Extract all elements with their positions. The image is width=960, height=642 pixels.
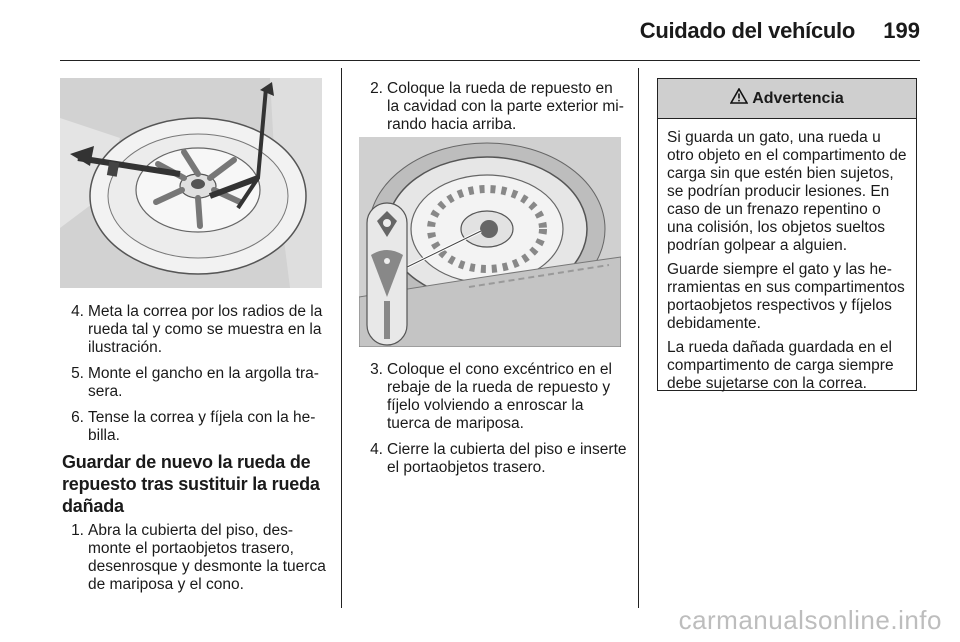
section-heading: Guardar de nuevo la rueda de repuesto tras sustituir la rueda dañada bbox=[62, 452, 320, 516]
warning-paragraph: La rueda dañada guardada en el compartimento de carga siempre debe sujetarse con la correa. bbox=[667, 339, 894, 392]
watermark: carmanualsonline.info bbox=[678, 605, 942, 635]
list-item: 6. Tense la correa y fíjela con la hebilla. bbox=[71, 409, 316, 444]
spare-wheel-cavity-illustration bbox=[359, 137, 621, 347]
page-title: Cuidado del vehículo bbox=[639, 18, 855, 43]
warning-box bbox=[657, 78, 917, 391]
warning-triangle-icon bbox=[730, 88, 748, 109]
list-item: 3. Coloque el cono excéntrico en el rebaje de la rueda de repuesto y fíjelo volviendo a enroscar la tuerca de mariposa. bbox=[370, 361, 612, 432]
list-item: 5. Monte el gancho en la argolla trasera. bbox=[71, 365, 319, 400]
warning-title: Advertencia bbox=[752, 89, 844, 107]
spare-wheel-strap-illustration bbox=[60, 78, 322, 288]
list-item: 4. Meta la correa por los radios de la rueda tal y como se muestra en la ilustración. bbox=[71, 303, 323, 356]
steps-list-middle-top bbox=[361, 80, 627, 142]
header-rule bbox=[60, 60, 920, 61]
column-divider-left bbox=[341, 68, 342, 608]
warning-header bbox=[658, 79, 916, 119]
column-divider-right bbox=[638, 68, 639, 608]
section-steps-list bbox=[62, 522, 328, 602]
page-number: 199 bbox=[883, 18, 920, 43]
warning-body bbox=[658, 119, 916, 393]
list-item: 4. Cierre la cubierta del piso e inserte el portaobjetos trasero. bbox=[370, 441, 627, 476]
list-item: 2. Coloque la rueda de repuesto en la cavidad con la parte exterior mirando hacia arriba. bbox=[370, 80, 624, 133]
steps-list-left bbox=[62, 303, 328, 453]
list-item: 1. Abra la cubierta del piso, desmonte el portaobjetos trasero, desenrosque y desmonte la tuerca de mariposa y el cono. bbox=[71, 522, 326, 593]
page-header bbox=[0, 0, 960, 60]
steps-list-middle-bottom bbox=[361, 361, 627, 485]
warning-paragraph: Si guarda un gato, una rueda u otro objeto en el compartimento de carga sin que estén bien sujetos, se podrían producir lesiones. En caso de un frenazo repentino o una colisión, los objetos sueltos podrían golpear a alguien. bbox=[667, 129, 907, 254]
warning-paragraph: Guarde siempre el gato y las herramientas en sus compartimentos portaobjetos respectivos y fíjelos debidamente. bbox=[667, 261, 905, 332]
